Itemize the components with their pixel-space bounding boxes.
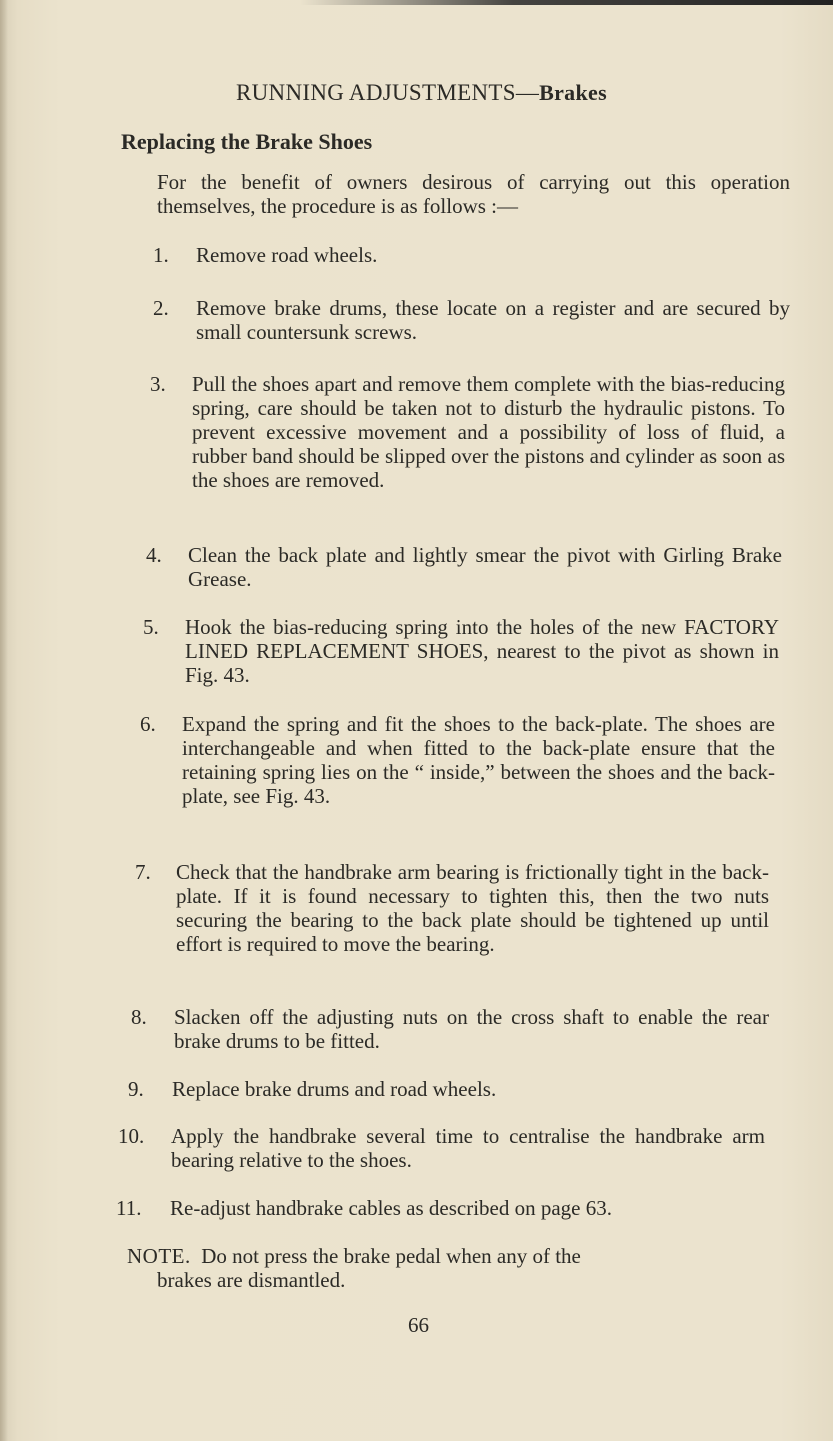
running-subtitle: Brakes	[539, 80, 607, 105]
step-number: 6.	[140, 712, 156, 736]
step-number: 3.	[150, 372, 166, 396]
step-number: 5.	[143, 615, 159, 639]
note-line-1: Do not press the brake pedal when any of the	[201, 1244, 581, 1268]
running-dash: —	[515, 80, 540, 105]
step-text: Hook the bias-reducing spring into the holes of the new FACTORY LINED REPLACEMENT SHOES, nearest to the pivot as shown in Fig. 43.	[185, 615, 779, 687]
note-paragraph	[127, 1244, 763, 1292]
step-number: 1.	[153, 243, 169, 267]
running-header	[236, 80, 607, 106]
step-number: 8.	[131, 1005, 147, 1029]
step-text: Slacken off the adjusting nuts on the cross shaft to enable the rear brake drums to be fitted.	[174, 1005, 769, 1053]
step-number: 11.	[116, 1196, 142, 1220]
page-number: 66	[408, 1313, 429, 1337]
step-number: 10.	[118, 1124, 145, 1148]
step-text: Remove brake drums, these locate on a register and are secured by small countersunk screws.	[196, 296, 790, 344]
section-title: Replacing the Brake Shoes	[121, 129, 373, 154]
step-text: Pull the shoes apart and remove them complete with the bias-reducing spring, care should be taken not to disturb the hydraulic pistons. To prevent excessive movement and a possibility of loss of fluid, a rubber band should be slipped over the pistons and cylinder as soon as the shoes are removed.	[192, 372, 785, 492]
step-number: 2.	[153, 296, 169, 320]
step-text: Check that the handbrake arm bearing is frictionally tight in the back-plate. If it is found necessary to tighten this, then the two nuts securing the bearing to the back plate should be tightened up until effort is required to move the bearing.	[176, 860, 769, 956]
intro-paragraph: For the benefit of owners desirous of carrying out this operation themselves, the procedure is as follows :—	[157, 170, 790, 218]
note-label: NOTE.	[127, 1244, 191, 1268]
step-text: Replace brake drums and road wheels.	[172, 1077, 497, 1101]
step-text: Re-adjust handbrake cables as described on page 63.	[170, 1196, 613, 1220]
step-text: Remove road wheels.	[196, 243, 378, 267]
step-number: 4.	[146, 543, 162, 567]
step-number: 7.	[135, 860, 151, 884]
step-number: 9.	[128, 1077, 144, 1101]
note-line-2: brakes are dismantled.	[157, 1268, 346, 1292]
page-binding-shadow	[0, 0, 8, 1441]
page-top-shadow	[300, 0, 833, 5]
step-text: Clean the back plate and lightly smear the pivot with Girling Brake Grease.	[188, 543, 782, 591]
running-title: RUNNING ADJUSTMENTS	[236, 80, 516, 105]
step-text: Apply the handbrake several time to centralise the handbrake arm bearing relative to the shoes.	[171, 1124, 765, 1172]
step-text: Expand the spring and fit the shoes to the back-plate. The shoes are interchangeable and when fitted to the back-plate ensure that the retaining spring lies on the “ inside,” between the shoes and the back-plate, see Fig. 43.	[182, 712, 775, 808]
